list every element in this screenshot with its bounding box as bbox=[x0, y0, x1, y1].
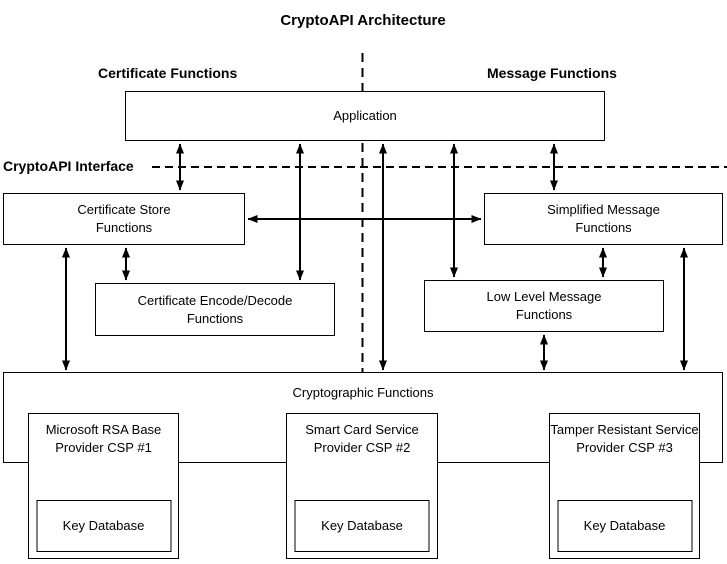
csp2-smart-card-service-provider-box bbox=[286, 413, 438, 559]
message-functions-label: Message Functions bbox=[487, 65, 617, 81]
csp1-label-line3: CSP #1 bbox=[107, 440, 152, 455]
certificate-store-label-line2: Functions bbox=[95, 220, 153, 235]
simplified-message-label-line2: Functions bbox=[575, 220, 632, 235]
certificate-store-functions-box bbox=[3, 193, 245, 245]
simplified-message-functions-box bbox=[484, 193, 723, 245]
csp2-label-line1: Smart Card bbox=[305, 422, 372, 437]
csp3-tamper-resistant-service-provider-box bbox=[549, 413, 700, 559]
encode-decode-label-line2: Functions bbox=[186, 310, 244, 326]
csp1-microsoft-rsa-base-provider-box bbox=[28, 413, 179, 559]
certificate-store-label-line1: Certificate Store bbox=[77, 202, 171, 217]
diagram-title-line2: Architecture bbox=[357, 12, 446, 29]
csp3-key-database-label: Key Database bbox=[583, 518, 666, 533]
csp1-label-line1: Microsoft RSA Base bbox=[45, 422, 162, 437]
csp2-label-line2: Service Provider bbox=[313, 422, 419, 455]
csp1-key-database-box bbox=[36, 500, 171, 552]
csp3-label-line3: CSP #3 bbox=[628, 440, 673, 455]
csp2-label-line3: CSP #2 bbox=[365, 440, 411, 455]
csp2-key-database-label: Key Database bbox=[321, 518, 403, 533]
diagram-title-line1: CryptoAPI bbox=[280, 12, 354, 29]
low-level-label-line2: Functions bbox=[515, 307, 573, 322]
encode-decode-label-line1: Certificate Encode/Decode bbox=[137, 292, 293, 308]
csp3-label-line1: Tamper Resistant bbox=[550, 422, 652, 437]
certificate-encode-decode-functions-box bbox=[95, 283, 335, 336]
low-level-label-line1: Low Level Message bbox=[486, 289, 602, 304]
low-level-message-functions-box bbox=[424, 280, 664, 332]
application-box bbox=[125, 91, 605, 141]
csp1-label-line2: Provider bbox=[55, 440, 104, 455]
csp1-key-database-label: Key Database bbox=[62, 518, 145, 533]
cryptographic-functions-label: Cryptographic Functions bbox=[292, 385, 434, 400]
csp3-key-database-box bbox=[557, 500, 692, 552]
certificate-functions-label: Certificate Functions bbox=[98, 65, 238, 81]
csp3-label-line2: Service Provider bbox=[576, 422, 699, 455]
application-label: Application bbox=[333, 108, 397, 123]
simplified-message-label-line1: Simplified Message bbox=[547, 202, 660, 217]
diagram-title bbox=[263, 11, 463, 30]
cryptoapi-interface-label: CryptoAPI Interface bbox=[3, 158, 134, 174]
csp2-key-database-box bbox=[295, 500, 430, 552]
